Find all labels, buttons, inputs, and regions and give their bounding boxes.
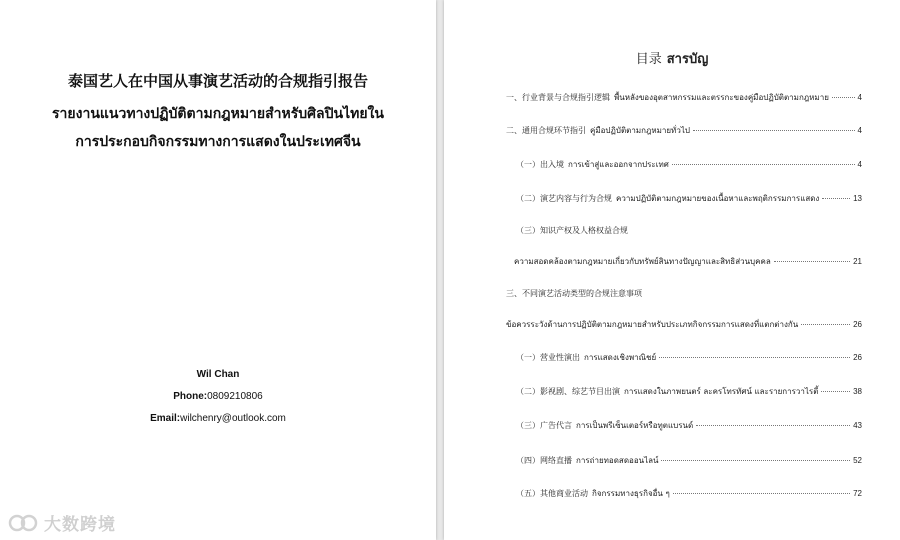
toc-leader-dots — [673, 493, 850, 494]
toc-leader-dots — [659, 357, 850, 358]
email-line — [0, 408, 436, 430]
toc-entry-th: พื้นหลังของอุตสาหกรรมและตรรกะของคู่มือปฏิบัติตามกฎหมาย — [614, 93, 829, 102]
toc-entry-cn: （一）营业性演出 — [516, 353, 580, 362]
toc-entry-ip-rights-heading[interactable] — [516, 225, 862, 236]
toc-entry-content-conduct[interactable] — [516, 192, 862, 205]
toc-heading — [444, 48, 900, 69]
toc-entry-film-tv-variety[interactable] — [516, 385, 862, 398]
toc-entry-cn: （三）广告代言 — [516, 421, 572, 430]
cover-title-chinese: 泰国艺人在中国从事演艺活动的合规指引报告 — [67, 72, 368, 90]
toc-page-number: 4 — [857, 93, 862, 102]
toc-entry-th: คู่มือปฏิบัติตามกฎหมายทั่วไป — [590, 126, 690, 135]
toc-page-number: 43 — [853, 421, 862, 430]
toc-page-number: 13 — [853, 194, 862, 203]
toc-page-number: 4 — [857, 126, 862, 135]
toc-entry-cn: 三、不同演艺活动类型的合规注意事项 — [506, 289, 642, 298]
toc-entry-activity-types-heading[interactable] — [506, 288, 862, 299]
toc-heading-thai: สารบัญ — [666, 52, 709, 67]
toc-page-number: 38 — [853, 387, 862, 396]
toc-leader-dots — [696, 425, 850, 426]
toc-leader-dots — [821, 391, 850, 392]
toc-entry-th: ความปฏิบัติตามกฎหมายของเนื้อหาและพฤติกรรมการแสดง — [616, 194, 820, 203]
toc-page-number: 52 — [853, 456, 862, 465]
toc-entry-cn: （四）网络直播 — [516, 456, 572, 465]
toc-entry-th: ข้อควรระวังด้านการปฏิบัติตามกฎหมายสำหรับประเภทกิจกรรมการแสดงที่แตกต่างกัน — [506, 320, 799, 329]
author-contact-block — [0, 364, 436, 430]
toc-entry-industry-background[interactable] — [506, 91, 862, 104]
toc-entry-cn: （二）影视剧、综艺节目出演 — [516, 387, 620, 396]
toc-entry-cn: （二）演艺内容与行为合规 — [516, 194, 612, 203]
toc-page-number: 72 — [853, 489, 862, 498]
toc-entry-cn: 一、行业背景与合规指引逻辑 — [506, 93, 610, 102]
toc-leader-dots — [832, 97, 855, 98]
toc-entry-general-compliance[interactable] — [506, 124, 862, 137]
toc-entry-th: การเข้าสู่และออกจากประเทศ — [568, 160, 669, 169]
toc-entry-th: การแสดงเชิงพาณิชย์ — [584, 353, 657, 362]
toc-page-number: 26 — [853, 353, 862, 362]
toc-entry-entry-exit[interactable] — [516, 158, 862, 171]
cover-page — [0, 0, 436, 540]
toc-entry-livestream[interactable] — [516, 454, 862, 467]
toc-leader-dots — [801, 324, 850, 325]
toc-leader-dots — [822, 198, 850, 199]
watermark-text: 大数跨境 — [44, 515, 116, 535]
toc-entry-other-business[interactable] — [516, 487, 862, 500]
toc-page — [444, 0, 900, 540]
toc-entry-cn: （一）出入境 — [516, 160, 564, 169]
toc-entry-th: การแสดงในภาพยนตร์ ละครโทรทัศน์ และรายการวาไรตี้ — [624, 387, 819, 396]
toc-leader-dots — [693, 130, 855, 131]
email-label: Email: — [150, 413, 181, 424]
toc-entry-cn: 二、通用合规环节指引 — [506, 126, 586, 135]
toc-page-number: 4 — [857, 160, 862, 169]
toc-leader-dots — [661, 460, 850, 461]
phone-label: Phone: — [173, 391, 208, 402]
phone-number: 0809210806 — [207, 391, 263, 402]
toc-entry-th: กิจกรรมทางธุรกิจอื่น ๆ — [592, 489, 670, 498]
email-address[interactable]: wilchenry@outlook.com — [180, 413, 286, 424]
watermark-logo-icon — [8, 512, 38, 534]
toc-heading-chinese: 目录 — [635, 52, 662, 67]
toc-entry-cn: （三）知识产权及人格权益合规 — [516, 226, 628, 235]
toc-entry-th: การเป็นพรีเซ็นเตอร์หรือทูตแบรนด์ — [576, 421, 694, 430]
toc-page-number: 26 — [853, 320, 862, 329]
toc-entry-cn: （五）其他商业活动 — [516, 489, 588, 498]
watermark — [8, 510, 116, 535]
toc-entry-commercial-performance[interactable] — [516, 351, 862, 364]
toc-leader-dots — [672, 164, 855, 165]
toc-leader-dots — [774, 261, 850, 262]
cover-title-thai-line1: รายงานแนวทางปฏิบัติตามกฎหมายสำหรับศิลปินไทยใน — [52, 106, 384, 122]
toc-entry-ip-rights[interactable] — [514, 255, 862, 268]
cover-title-thai-line2: การประกอบกิจกรรมทางการแสดงในประเทศจีน — [75, 134, 361, 150]
toc-entry-advertising[interactable] — [516, 419, 862, 432]
phone-line — [0, 386, 436, 408]
toc-entry-activity-types[interactable] — [506, 318, 862, 331]
toc-entry-th: ความสอดคล้องตามกฎหมายเกี่ยวกับทรัพย์สินทางปัญญาและสิทธิส่วนบุคคล — [514, 257, 771, 266]
author-name: Wil Chan — [196, 369, 240, 380]
toc-entry-th: การถ่ายทอดสดออนไลน์ — [576, 456, 659, 465]
toc-page-number: 21 — [853, 257, 862, 266]
